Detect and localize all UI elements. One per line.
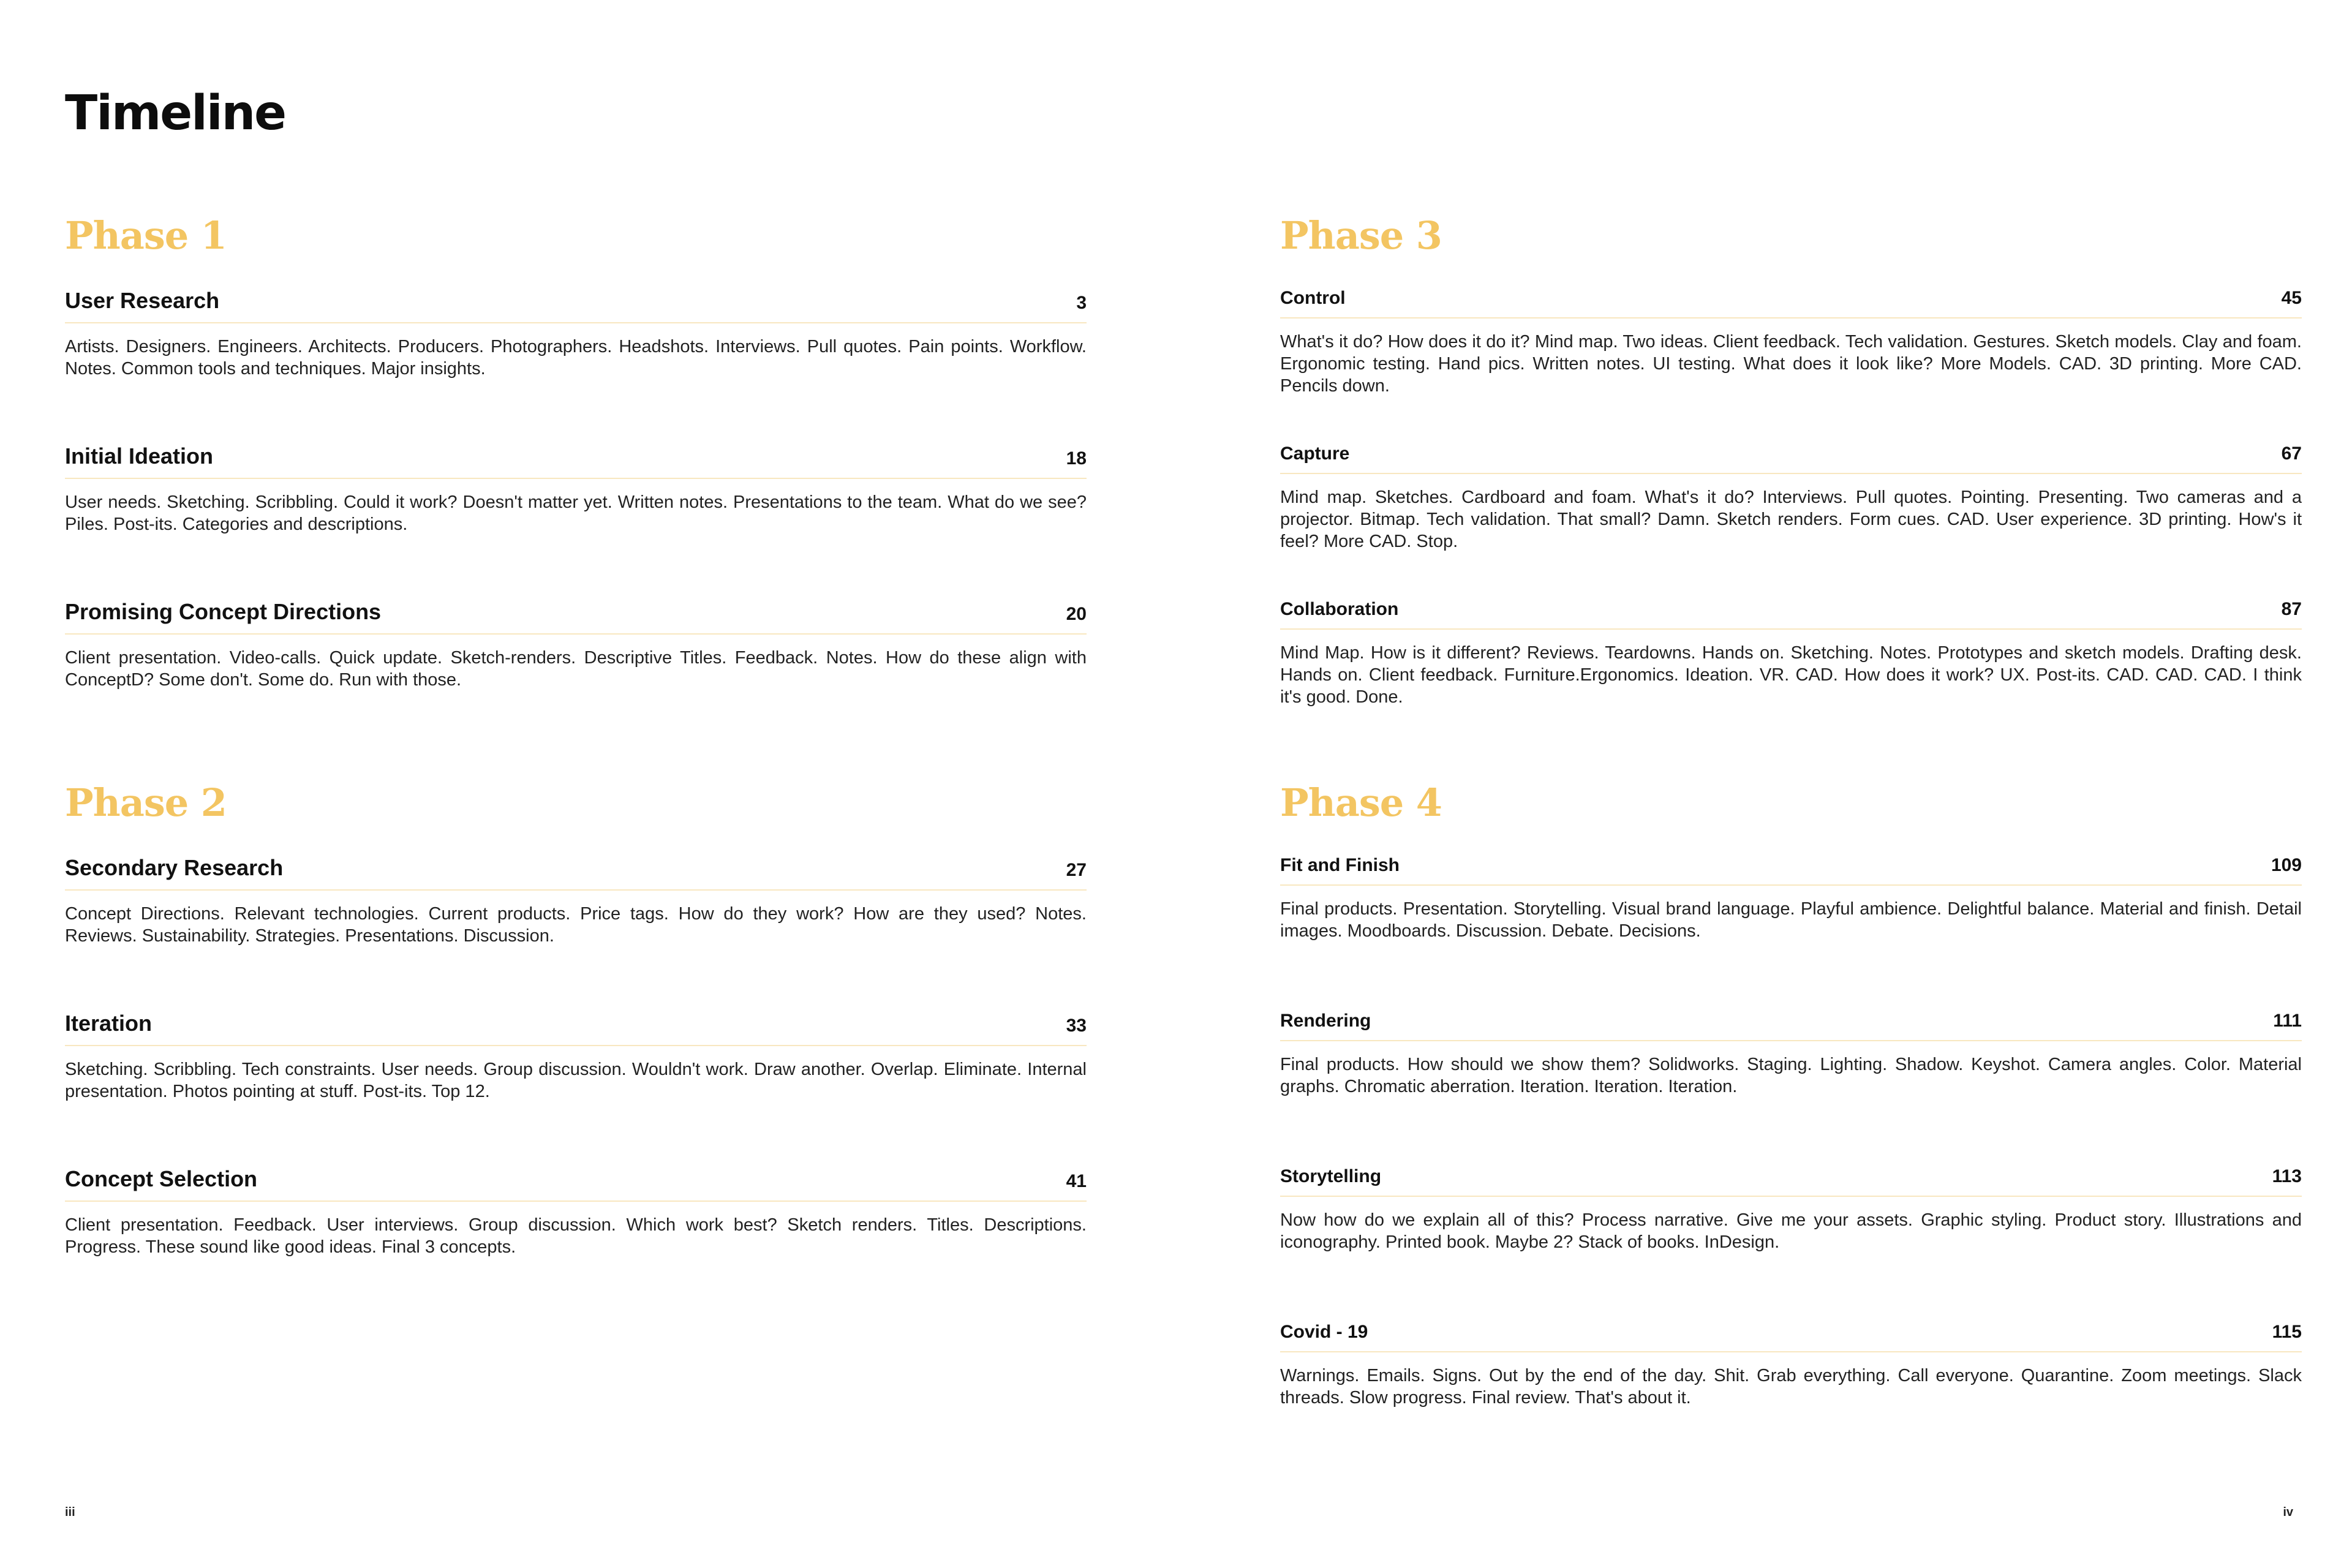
entry-header [1280,288,2302,318]
entry-title: Concept Selection [65,1166,258,1191]
timeline-entry [65,1011,1087,1166]
entry-title: Iteration [65,1011,153,1036]
entry-title: Rendering [1280,1011,1371,1031]
timeline-entry [1280,1011,2302,1166]
entry-page-number: 20 [1066,604,1087,624]
entry-header [65,1166,1087,1202]
entry-description: User needs. Sketching. Scribbling. Could it work? Doesn't matter yet. Written notes. Presentations to the team. What do we see? Piles. Post-its. Categories and descriptions. [65,492,1087,534]
entry-header [1280,1322,2302,1352]
phase-2-section [65,769,1087,1322]
entry-header [1280,1011,2302,1041]
entry-page-number: 115 [2272,1322,2302,1342]
entry-header [1280,443,2302,474]
timeline-entry [65,288,1087,443]
entry-description: Sketching. Scribbling. Tech constraints. User needs. Group discussion. Wouldn't work. Draw another. Overlap. Eliminate. Internal presentation. Photos pointing at stuff. Post-its. Top 12. [65,1060,1087,1101]
entry-page-number: 87 [2281,599,2302,619]
entry-page-number: 111 [2273,1011,2302,1031]
entry-description: Client presentation. Feedback. User interviews. Group discussion. Which work best? Sketch renders. Titles. Descriptions. Progress. These sound like good ideas. Final 3 concepts. [65,1215,1087,1257]
entry-description: Mind map. Sketches. Cardboard and foam. What's it do? Interviews. Pull quotes. Pointing. Presenting. Two cameras and a projector. Bitmap. Tech validation. That small? Damn. Sketch renders. Form cues. CAD. User experience. 3D printing. How's it feel? More CAD. Stop. [1280,488,2302,551]
entry-header [1280,1166,2302,1197]
phase-heading: Phase 3 [1280,213,1442,258]
page-title: Timeline [65,86,286,141]
entry-page-number: 45 [2281,288,2302,308]
timeline-entry [65,599,1087,755]
entry-page-number: 18 [1066,448,1087,469]
entry-page-number: 27 [1066,860,1087,880]
phase-heading: Phase 1 [65,213,227,258]
entry-title: Storytelling [1280,1166,1382,1186]
entry-page-number: 33 [1066,1016,1087,1036]
entry-header [65,1011,1087,1046]
entry-header [65,855,1087,891]
timeline-entry [65,1166,1087,1322]
entry-title: Collaboration [1280,599,1399,619]
entry-page-number: 109 [2271,855,2302,875]
entry-title: Secondary Research [65,855,284,880]
timeline-entry [65,855,1087,1011]
entry-header [65,599,1087,635]
entry-description: Concept Directions. Relevant technologies. Current products. Price tags. How do they work? How are they used? Notes. Reviews. Sustainability. Strategies. Presentations. Discussion. [65,904,1087,946]
entry-page-number: 3 [1076,293,1087,313]
phase-1-section [65,202,1087,755]
phase-heading: Phase 2 [65,780,227,825]
phase-4-section [1280,769,2302,1477]
phase-heading: Phase 4 [1280,780,1442,825]
entry-description: Final products. Presentation. Storytelling. Visual brand language. Playful ambience. Delightful balance. Material and finish. Detail images. Moodboards. Discussion. Debate. Decisions. [1280,899,2302,941]
entry-description: Now how do we explain all of this? Process narrative. Give me your assets. Graphic styling. Product story. Illustrations and iconography. Printed book. Maybe 2? Stack of books. InDesign. [1280,1210,2302,1252]
entry-title: Fit and Finish [1280,855,1400,875]
entry-description: Final products. How should we show them? Solidworks. Staging. Lighting. Shadow. Keyshot. Camera angles. Color. Material graphs. Chromatic aberration. Iteration. Iteration. Iteration. [1280,1055,2302,1096]
timeline-entry [1280,1166,2302,1322]
phase-3-section [1280,202,2302,755]
entry-page-number: 113 [2272,1166,2302,1186]
entry-description: Warnings. Emails. Signs. Out by the end of the day. Shit. Grab everything. Call everyone. Quarantine. Zoom meetings. Slack threads. Slow progress. Final review. That's about it. [1280,1366,2302,1408]
timeline-entry [1280,288,2302,443]
folio-right: iv [2283,1506,2293,1519]
entry-header [65,443,1087,479]
entry-title: Covid - 19 [1280,1322,1368,1342]
entry-description: Client presentation. Video-calls. Quick update. Sketch-renders. Descriptive Titles. Feedback. Notes. How do these align with ConceptD? Some don't. Some do. Run with those. [65,648,1087,690]
entry-header [65,288,1087,323]
timeline-entry [1280,1322,2302,1477]
timeline-entry [1280,855,2302,1011]
entry-title: Promising Concept Directions [65,599,382,624]
timeline-entry [1280,443,2302,599]
entry-title: Initial Ideation [65,443,214,469]
timeline-entry [1280,599,2302,755]
timeline-entry [65,443,1087,599]
entry-description: Mind Map. How is it different? Reviews. Teardowns. Hands on. Sketching. Notes. Prototypes and sketch models. Drafting desk. Hands on. Client feedback. Furniture.Ergonomics. Ideation. VR. CAD. How does it work? UX. Post-its. CAD. CAD. CAD. I think it's good. Done. [1280,643,2302,707]
entry-title: User Research [65,288,220,313]
entry-description: Artists. Designers. Engineers. Architects. Producers. Photographers. Headshots. Interviews. Pull quotes. Pain points. Workflow. Notes. Common tools and techniques. Major insights. [65,337,1087,379]
folio-left: iii [65,1506,75,1519]
entry-page-number: 41 [1066,1171,1087,1191]
entry-header [1280,599,2302,630]
entry-description: What's it do? How does it do it? Mind map. Two ideas. Client feedback. Tech validation. Gestures. Sketch models. Clay and foam. Ergonomic testing. Hand pics. Written notes. UI testing. What does it look like? More Models. CAD. 3D printing. More CAD. Pencils down. [1280,332,2302,396]
entry-header [1280,855,2302,886]
entry-title: Control [1280,288,1346,308]
entry-page-number: 67 [2281,443,2302,464]
entry-title: Capture [1280,443,1350,464]
